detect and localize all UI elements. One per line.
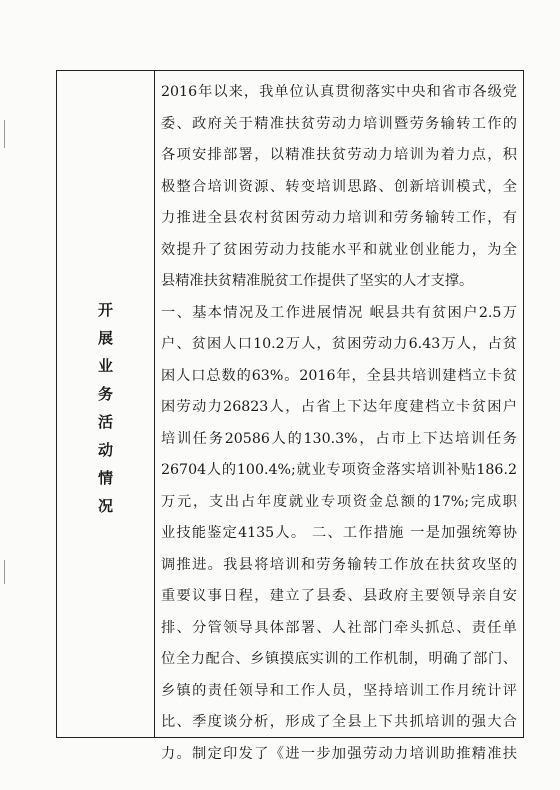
paragraph-line: 力。制定印发了《进一步加强劳动力培训助推精准扶 (161, 745, 517, 762)
report-paragraph (161, 77, 517, 770)
paragraph-line: 业技能鉴定4135人。 二、工作措施 一是加强统筹协 (161, 525, 517, 541)
paragraph-line: 户、贫困人口10.2万人，贫困劳动力6.43万人，占贫 (161, 336, 517, 352)
paragraph-line: 一、基本情况及工作进展情况 岷县共有贫困户2.5万 (161, 304, 517, 321)
section-label-cell (57, 71, 155, 737)
paragraph-line: 效提升了贫困劳动力技能水平和就业创业能力，为全 (161, 241, 517, 258)
content-cell (155, 71, 523, 762)
section-label: 开展业务活动情况 (96, 302, 114, 526)
paragraph-line: 困劳动力26823人，占省上下达年度建档立卡贫困户 (161, 399, 517, 415)
scan-edge-mark (4, 560, 5, 584)
paragraph-line: 重要议事日程，建立了县委、县政府主要领导亲自安 (161, 588, 517, 604)
paragraph-line: 极整合培训资源、转变培训思路、创新培训模式，全 (161, 178, 517, 195)
paragraph-line: 比、季度谈分析，形成了全县上下共抓培训的强大合 (161, 714, 517, 730)
paragraph-line: 各项安排部署，以精准扶贫劳动力培训为着力点，积 (161, 147, 517, 163)
paragraph-line: 2016年以来，我单位认真贯彻落实中央和省市各级党 (161, 84, 517, 100)
paragraph-line: 力推进全县农村贫困劳动力培训和劳务输转工作，有 (161, 210, 517, 226)
activity-table (56, 70, 524, 762)
paragraph-line: 培训任务20586人的130.3%，占市上下达培训任务 (161, 430, 517, 447)
paragraph-line: 位全力配合、乡镇摸底实训的工作机制，明确了部门、 (161, 651, 517, 667)
paragraph-line: 乡镇的责任领导和工作人员，坚持培训工作月统计评 (161, 682, 517, 699)
paragraph-line: 排、分管领导具体部署、人社部门牵头抓总、责任单 (161, 619, 517, 636)
scan-edge-mark (4, 120, 5, 148)
paragraph-line: 委、政府关于精准扶贫劳动力培训暨劳务输转工作的 (161, 115, 517, 132)
paragraph-line: 万元，支出占年度就业专项资金总额的17%;完成职 (161, 493, 517, 510)
paragraph-line: 26704人的100.4%;就业专项资金落实培训补贴186.2 (161, 462, 517, 478)
paragraph-line: 困人口总数的63%。2016年，全县共培训建档立卡贫 (161, 367, 517, 384)
paragraph-line: 县精准扶贫精准脱贫工作提供了坚实的人才支撑。 (161, 273, 474, 289)
paragraph-line: 调推进。我县将培训和劳务输转工作放在扶贫攻坚的 (161, 556, 517, 573)
